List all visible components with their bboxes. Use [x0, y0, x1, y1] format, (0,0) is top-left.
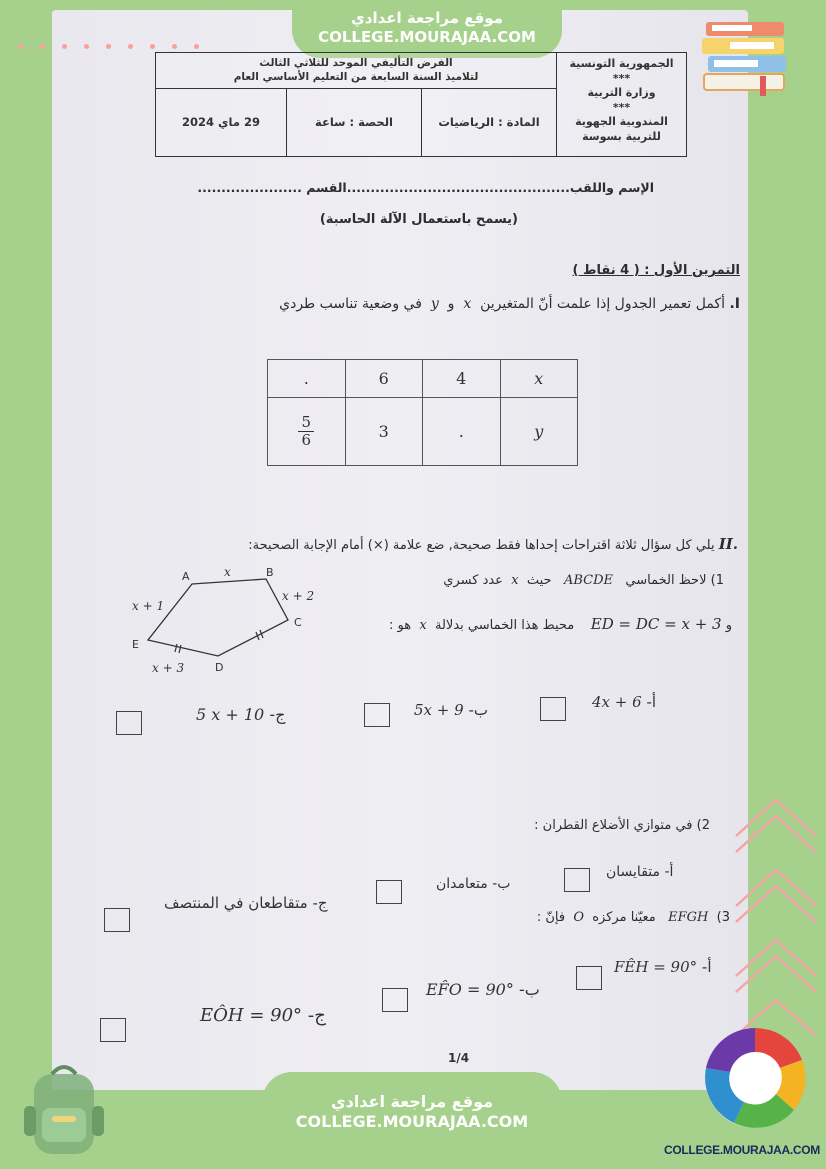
option-label: أ- [701, 958, 712, 976]
q2-option-a [606, 864, 673, 880]
option-label: ج- [307, 1005, 326, 1026]
vertex-e: E [132, 638, 139, 651]
fraction-numerator: 5 [298, 414, 314, 432]
q3-center: O [573, 910, 584, 925]
q1-option-a-checkbox[interactable] [540, 697, 566, 721]
proportion-table [267, 359, 578, 466]
q3-option-b-checkbox[interactable] [382, 988, 408, 1012]
option-label: أ- [646, 693, 657, 711]
option-value: متعامدان [436, 876, 488, 892]
option-value: متقاطعان في المنتصف [164, 894, 308, 912]
ministry-block [556, 53, 686, 156]
part2-instruction [248, 535, 738, 553]
table-cell: 6 [345, 360, 422, 398]
date-cell: 29 ماي 2024 [181, 115, 261, 129]
ministry-line: *** [612, 71, 631, 85]
q1-option-c-checkbox[interactable] [116, 711, 142, 735]
fraction [298, 414, 314, 448]
option-value: 4x + 6 [592, 693, 642, 711]
q1-var: x [511, 573, 519, 588]
q2-option-b [436, 876, 510, 892]
part1-text-a: أكمل تعمير الجدول إذا علمت أنّ المتغيرين [480, 296, 725, 312]
exercise-title: التمرين الأول : ( 4 نقاط ) [572, 263, 740, 278]
option-value: EÔH = 90° [200, 1005, 303, 1026]
part1-instruction [279, 296, 740, 312]
q3-option-c [200, 1005, 326, 1026]
watermark-bottom-url: COLLEGE.MOURAJAA.COM [295, 1112, 529, 1131]
watermark-top-url: COLLEGE.MOURAJAA.COM [318, 27, 536, 46]
q1-option-b [414, 701, 488, 719]
vertex-a: A [182, 570, 190, 583]
exam-title-block [156, 53, 556, 89]
logo-text: COLLEGE.MOURAJAA.COM [663, 1143, 820, 1157]
q1-shape: ABCDE [563, 573, 613, 588]
pentagon-figure [120, 560, 330, 680]
q3-option-b [426, 980, 540, 999]
q2-option-c-checkbox[interactable] [104, 908, 130, 932]
side-bc: x + 2 [282, 589, 315, 603]
ministry-line: المندوبية الجهوية [575, 115, 668, 129]
pentagon-shape [148, 579, 288, 656]
option-label: ب- [492, 876, 511, 892]
option-label: ج- [312, 894, 328, 912]
q3-number: 3) [716, 910, 730, 925]
q2-option-c [164, 894, 328, 912]
option-value: FÊH = 90° [614, 958, 698, 976]
page-number: 1/4 [448, 1051, 470, 1065]
duration-cell: الحصة : ساعة [286, 89, 421, 156]
ministry-line: الجمهورية التونسية [569, 57, 674, 70]
ministry-line: وزارة التربية [587, 86, 656, 100]
side-ed: x + 3 [152, 661, 185, 675]
q2-text: في متوازي الأضلاع القطران : [534, 818, 693, 833]
chevron-decoration-icon [730, 792, 826, 1052]
vertex-c: C [294, 616, 302, 629]
fraction-denominator: 6 [301, 430, 312, 449]
part2-text: يلي كل سؤال ثلاثة اقتراحات إحداها فقط صحيحة, ضع علامة (×) أمام الإجابة الصحيحة: [248, 538, 715, 553]
q3-text-a: معيّنا مركزه [592, 910, 656, 925]
watermark-top [292, 0, 562, 58]
option-label: ب- [468, 701, 488, 719]
option-value: EF̂O = 90° [426, 980, 514, 999]
books-icon [700, 14, 792, 98]
exam-title: الفرض التأليفي الموحد للثلاثي الثالث [259, 57, 453, 69]
option-label: ب- [518, 980, 540, 999]
table-cell: . [423, 398, 500, 466]
q3-option-c-checkbox[interactable] [100, 1018, 126, 1042]
ministry-line: *** [612, 100, 631, 114]
exam-header [155, 52, 687, 157]
part1-text-b: في وضعية تناسب طردي [279, 296, 422, 312]
var-x: x [463, 296, 472, 312]
part2-numeral: II. [718, 535, 738, 553]
q1-line2-end: هو : [389, 618, 412, 633]
table-cell: 4 [423, 360, 500, 398]
exam-subtitle: لتلاميذ السنة السابعة من التعليم الأساسي العام [233, 71, 479, 84]
calculator-note: (يسمح باستعمال الآلة الحاسبة) [319, 212, 518, 227]
table-cell: . [268, 360, 346, 398]
q1-text-b: حيث [526, 573, 552, 588]
option-label: ج- [269, 705, 286, 724]
watermark-top-arabic: موقع مراجعة اعدادي [351, 9, 503, 27]
q3-text-b: فإنّ : [536, 910, 566, 925]
q3-option-a-checkbox[interactable] [576, 966, 602, 990]
q1-line2-var: x [419, 618, 427, 633]
q2-option-b-checkbox[interactable] [376, 880, 402, 904]
q2-option-a-checkbox[interactable] [564, 868, 590, 892]
q1-line1 [443, 573, 724, 588]
option-value: 5 x + 10 [196, 705, 265, 724]
q2-number: 2) [696, 818, 710, 833]
q3-question [537, 910, 730, 925]
and-word: و [447, 296, 455, 312]
table-row [268, 360, 578, 398]
q1-equation: ED = DC = x + 3 [590, 615, 722, 633]
q1-text-a: لاحظ الخماسي [625, 573, 707, 588]
ministry-line: للتربية بسوسة [582, 129, 661, 143]
table-cell: 3 [345, 398, 422, 466]
var-y: y [430, 296, 439, 312]
part1-numeral: I. [729, 296, 740, 312]
vertex-b: B [266, 566, 274, 579]
q2-question [534, 818, 710, 833]
q1-option-c [196, 705, 285, 724]
table-row [268, 398, 578, 466]
watermark-bottom [262, 1072, 562, 1152]
q1-text-c: عدد كسري [443, 573, 503, 588]
q3-shape: EFGH [668, 910, 709, 925]
option-value: 5x + 9 [414, 701, 464, 719]
watermark-bottom-arabic: موقع مراجعة اعدادي [330, 1092, 494, 1111]
site-logo-icon [694, 1022, 816, 1134]
table-cell: x [500, 360, 578, 398]
side-ab: x [224, 565, 231, 579]
q1-number: 1) [710, 573, 724, 588]
student-name-line: الإسم واللقب...............................................القسم ...................... [197, 180, 654, 195]
q1-line2-text: محيط هذا الخماسي بدلالة [434, 618, 575, 633]
q1-option-a [592, 693, 656, 711]
vertex-d: D [215, 661, 224, 674]
table-cell-fraction [268, 398, 346, 466]
side-ea: x + 1 [132, 599, 165, 613]
subject-cell: المادة : الرياضيات [421, 89, 556, 156]
option-label: أ- [664, 864, 674, 880]
backpack-icon [16, 1060, 112, 1160]
q3-option-a [614, 958, 712, 976]
table-cell: y [500, 398, 578, 466]
option-value: متقايسان [606, 864, 661, 880]
q1-line2 [389, 615, 732, 633]
q1-option-b-checkbox[interactable] [364, 703, 390, 727]
q1-and: و [725, 618, 732, 633]
